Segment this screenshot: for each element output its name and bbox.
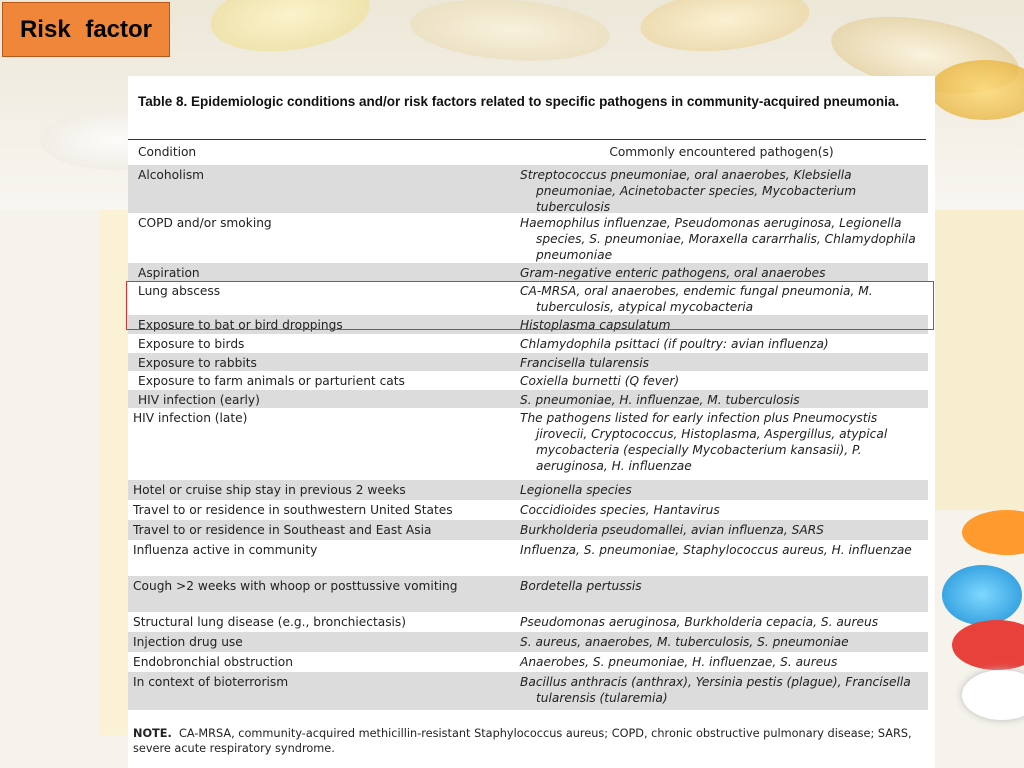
pathogen-cell — [518, 392, 923, 408]
pathogen-cell — [518, 265, 923, 281]
condition-text: Cough >2 weeks with whoop or posttussive vomiting — [133, 579, 458, 593]
pill-graphic — [930, 60, 1024, 120]
condition-cell — [128, 373, 518, 390]
pathogen-cell — [518, 502, 923, 520]
table-row — [128, 371, 928, 390]
pathogen-text: CA-MRSA, oral anaerobes, endemic fungal pneumonia, M. tuberculosis, atypical mycobacteria — [520, 284, 873, 314]
table-row — [128, 672, 928, 710]
pathogen-cell — [518, 578, 923, 612]
right-decor-band — [935, 210, 1024, 510]
condition-cell — [123, 522, 518, 540]
condition-cell — [128, 336, 518, 353]
table-row — [128, 315, 928, 334]
pathogen-text: Histoplasma capsulatum — [520, 318, 671, 332]
condition-cell — [123, 410, 518, 480]
pill-graphic — [408, 0, 612, 67]
table-caption: Table 8. Epidemiologic conditions and/or risk factors related to specific pathogens in community-acquired pneumonia. — [138, 94, 900, 109]
pill-graphic — [962, 510, 1024, 555]
slide-title: Risk factor — [2, 2, 170, 57]
condition-text: Exposure to farm animals or parturient cats — [138, 374, 405, 388]
pathogen-text: Francisella tularensis — [520, 356, 649, 370]
table-row — [128, 632, 928, 652]
pathogen-cell — [518, 283, 923, 315]
condition-cell — [128, 167, 518, 213]
table-row — [128, 213, 928, 263]
pathogen-cell — [518, 317, 923, 334]
condition-cell — [128, 265, 518, 281]
pill-graphic — [952, 620, 1024, 670]
pathogen-cell — [518, 215, 923, 263]
table-row — [128, 612, 928, 632]
table-document — [128, 76, 935, 768]
table-row — [128, 263, 928, 281]
column-header-pathogen: Commonly encountered pathogen(s) — [609, 145, 834, 159]
condition-text: Lung abscess — [138, 284, 221, 298]
condition-text: Alcoholism — [138, 168, 205, 182]
risk-factor-table — [128, 142, 928, 710]
pathogen-text: Influenza, S. pneumoniae, Staphylococcus aureus, H. influenzae — [520, 543, 912, 557]
colored-pills-image — [932, 510, 1024, 725]
table-header — [128, 142, 928, 165]
condition-cell — [128, 215, 518, 263]
table-row — [128, 408, 928, 480]
pathogen-text: S. pneumoniae, H. influenzae, M. tuberculosis — [520, 393, 800, 407]
condition-cell — [128, 317, 518, 334]
pathogen-text: Bordetella pertussis — [520, 579, 642, 593]
condition-text: Exposure to bat or bird droppings — [138, 318, 343, 332]
condition-text: HIV infection (late) — [133, 411, 248, 425]
table-row — [128, 500, 928, 520]
condition-text: Hotel or cruise ship stay in previous 2 weeks — [133, 483, 406, 497]
pathogen-cell — [518, 373, 923, 390]
table-row — [128, 353, 928, 371]
condition-text: Endobronchial obstruction — [133, 655, 293, 669]
condition-text: Exposure to birds — [138, 337, 245, 351]
pathogen-text: S. aureus, anaerobes, M. tuberculosis, S. pneumoniae — [520, 635, 849, 649]
condition-text: Travel to or residence in southwestern United States — [133, 503, 453, 517]
pathogen-cell — [518, 167, 923, 213]
pathogen-cell — [518, 542, 923, 576]
column-header-condition: Condition — [138, 145, 197, 159]
pathogen-text: Chlamydophila psittaci (if poultry: avian influenza) — [520, 337, 829, 351]
pathogen-cell — [518, 482, 923, 500]
condition-cell — [123, 654, 518, 672]
pathogen-cell — [518, 522, 923, 540]
condition-text: Exposure to rabbits — [138, 356, 257, 370]
pathogen-text: Gram-negative enteric pathogens, oral anaerobes — [520, 266, 826, 280]
note-text: CA-MRSA, community-acquired methicillin-resistant Staphylococcus aureus; COPD, chronic obstructive pulmonary disease; SARS, severe acute respiratory syndrome. — [133, 727, 912, 755]
pathogen-cell — [518, 410, 923, 480]
pathogen-cell — [518, 336, 923, 353]
condition-cell — [123, 578, 518, 612]
pathogen-cell — [518, 614, 923, 632]
condition-text: In context of bioterrorism — [133, 675, 289, 689]
condition-cell — [128, 283, 518, 315]
top-rule — [128, 139, 926, 140]
table-row — [128, 520, 928, 540]
pathogen-text: Pseudomonas aeruginosa, Burkholderia cepacia, S. aureus — [520, 615, 879, 629]
note-label: NOTE. — [133, 727, 172, 740]
condition-text: Influenza active in community — [133, 543, 318, 557]
condition-text: COPD and/or smoking — [138, 216, 272, 230]
pathogen-text: Streptococcus pneumoniae, oral anaerobes, Klebsiella pneumoniae, Acinetobacter species, Mycobacterium tuberculosis — [520, 168, 857, 214]
condition-text: Injection drug use — [133, 635, 243, 649]
pathogen-text: Legionella species — [520, 483, 632, 497]
table-note — [133, 726, 928, 756]
pathogen-cell — [518, 674, 923, 710]
pathogen-cell — [518, 654, 923, 672]
pathogen-text: Burkholderia pseudomallei, avian influenza, SARS — [520, 523, 824, 537]
condition-text: Aspiration — [138, 266, 200, 280]
condition-text: Structural lung disease (e.g., bronchiectasis) — [133, 615, 407, 629]
table-row — [128, 281, 928, 315]
pill-graphic — [962, 670, 1024, 720]
condition-cell — [123, 614, 518, 632]
pathogen-text: Anaerobes, S. pneumoniae, H. influenzae, S. aureus — [520, 655, 838, 669]
pathogen-text: Coxiella burnetti (Q fever) — [520, 374, 680, 388]
pathogen-text: Haemophilus influenzae, Pseudomonas aeruginosa, Legionella species, S. pneumoniae, Moraxella cararrhalis, Chlamydophila pneumoniae — [520, 216, 916, 262]
table-row — [128, 576, 928, 612]
pill-graphic — [206, 0, 374, 61]
pathogen-text: Bacillus anthracis (anthrax), Yersinia pestis (plague), Francisella tularensis (tularemia) — [520, 675, 911, 705]
table-row — [128, 390, 928, 408]
table-row — [128, 165, 928, 213]
condition-cell — [123, 634, 518, 652]
table-row — [128, 652, 928, 672]
table-row — [128, 334, 928, 353]
pathogen-cell — [518, 355, 923, 371]
pill-graphic — [942, 565, 1022, 625]
condition-cell — [128, 355, 518, 371]
pathogen-text: The pathogens listed for early infection plus Pneumocystis jirovecii, Cryptococcus, Histoplasma, Aspergillus, atypical mycobacteria (especially Mycobacterium kansasii), P. aeruginosa, H. influenzae — [520, 411, 888, 473]
pill-graphic — [637, 0, 812, 59]
condition-cell — [123, 674, 518, 710]
condition-text: HIV infection (early) — [138, 393, 260, 407]
table-row — [128, 540, 928, 576]
condition-cell — [128, 392, 518, 408]
condition-cell — [123, 542, 518, 576]
condition-cell — [123, 482, 518, 500]
pathogen-cell — [518, 634, 923, 652]
table-row — [128, 480, 928, 500]
condition-cell — [123, 502, 518, 520]
pathogen-text: Coccidioides species, Hantavirus — [520, 503, 720, 517]
condition-text: Travel to or residence in Southeast and East Asia — [133, 523, 432, 537]
